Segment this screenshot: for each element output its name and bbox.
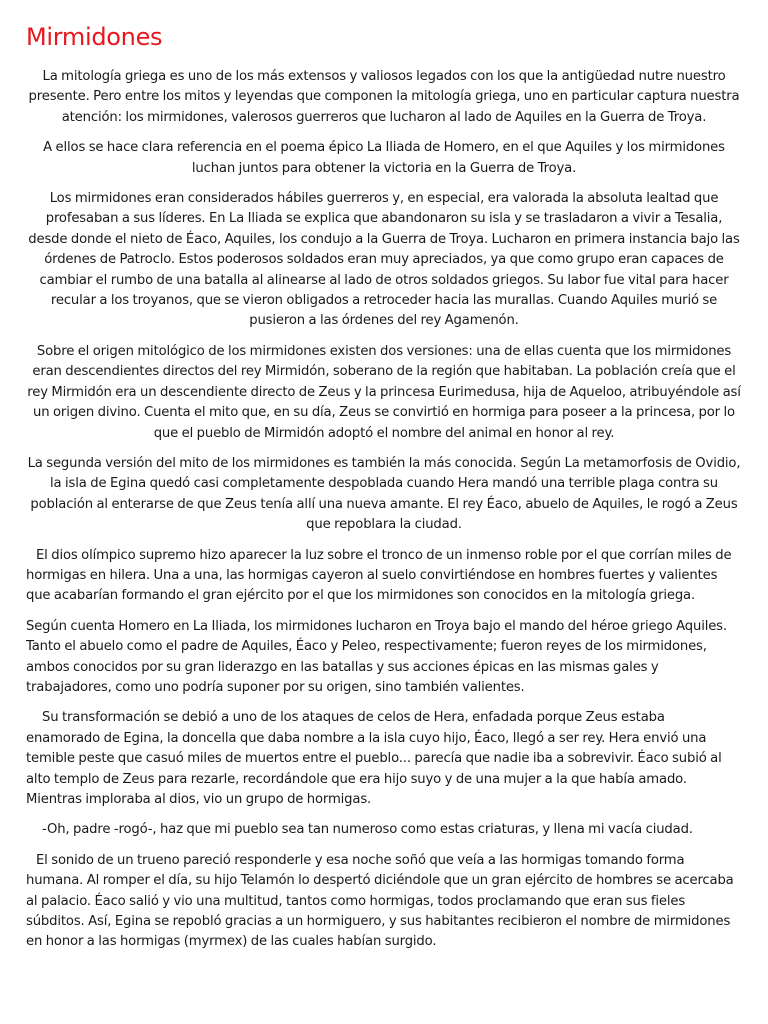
document-title: Mirmidones [26,23,163,51]
paragraph-intro: La mitología griega es uno de los más extensos y valiosos legados con los que la antigüedad nutre nuestro presente. Pero entre los mitos y leyendas que componen la mitología griega, uno en particular captura nuestra atención: los mirmidones, valerosos guerreros que lucharon al lado de Aquiles en la Guerra de Troya. [28,69,740,125]
paragraph-oak-ants: El dios olímpico supremo hizo aparecer la luz sobre el tronco de un inmenso roble por el que corrían miles de hormigas en hilera. Una a una, las hormigas cayeron al suelo convirtiéndose en hombres fuertes y valientes que acabarían formando el gran ejército por el que los mirmidones son conocidos en la mitología griega. [26,547,732,604]
paragraph-homero: Según cuenta Homero en La Iliada, los mirmidones lucharon en Troya bajo el mando del héroe griego Aquiles. Tanto el abuelo como el padre de Aquiles, Éaco y Peleo, respectivamente; fueron reyes de los mirmidones, ambos conocidos por su gran liderazgo en las batallas y sus acciones épicas en las mismas gales y trabajadores, como uno podría suponer por su origen, sino también valientes. [26,618,727,695]
paragraph-origin-first-version: Sobre el origen mitológico de los mirmidones existen dos versiones: una de ellas cuenta que los mirmidones eran descendientes directos del rey Mirmidón, soberano de la región que habitaban. La población creía que el rey Mirmidón era un descendiente directo de Zeus y la princesa Eurimedusa, hija de Aqueloo, atribuyéndole así un origen divino. Cuenta el mito que, en su día, Zeus se convirtió en hormiga para poseer a la princesa, por lo que el pueblo de Mirmidón adoptó el nombre del animal en honor al rey. [27,343,741,441]
paragraph-prayer-quote: -Oh, padre -rogó-, haz que mi pueblo sea tan numeroso como estas criaturas, y llena mi vacía ciudad. [42,822,693,838]
paragraph-warriors: Los mirmidones eran considerados hábiles guerreros y, en especial, era valorada la absoluta lealtad que profesaban a sus líderes. En La Iliada se explica que abandonaron su isla y se trasladaron a vivir a Tesalia, desde donde el nieto de Éaco, Aquiles, los condujo a la Guerra de Troya. Lucharon en primera instancia bajo las órdenes de Patroclo. Estos poderosos soldados eran muy apreciados, ya que como grupo eran capaces de cambiar el rumbo de una batalla al alinearse al lado de otros soldados griegos. Su labor fue vital para hacer recular a los troyanos, que se vieron obligados a retroceder hacia las murallas. Cuando Aquiles murió se pusieron a las órdenes del rey Agamenón. [28,191,740,329]
paragraph-iliada-reference: A ellos se hace clara referencia en el poema épico La Iliada de Homero, en el que Aquiles y los mirmidones luchan juntos para obtener la victoria en la Guerra de Troya. [43,140,725,176]
paragraph-hera-plague: Su transformación se debió a uno de los ataques de celos de Hera, enfadada porque Zeus estaba enamorado de Egina, la doncella que daba nombre a la isla cuyo hijo, Éaco, llegó a ser rey. Hera envió una temible peste que casuó miles de muertos entre el pueblo... parecía que nadie iba a sobrevivir. Éaco subió al alto templo de Zeus para rezarle, recordándole que era hijo suyo y de una mujer a la que había amado. Mientras imploraba al dios, vio un grupo de hormigas. [26,710,722,807]
paragraph-origin-second-version: La segunda versión del mito de los mirmidones es también la más conocida. Según La metamorfosis de Ovidio, la isla de Egina quedó casi completamente despoblada cuando Hera mandó una terrible plaga contra su población al enterarse de que Zeus tenía allí una nueva amante. El rey Éaco, abuelo de Aquiles, le rogó a Zeus que repoblara la ciudad. [27,455,741,533]
paragraph-repopulation: El sonido de un trueno pareció responderle y esa noche soñó que veía a las hormigas tomando forma humana. Al romper el día, su hijo Telamón lo despertó diciéndole que un gran ejército de hombres se acercaba al palacio. Éaco salió y vio una multitud, tantos como hormigas, todos proclamando que eran sus fieles súbditos. Así, Egina se repobló gracias a un hormiguero, y sus habitantes recibieron el nombre de mirmidones en honor a las hormigas (myrmex) de las cuales habían surgido. [26,852,734,950]
